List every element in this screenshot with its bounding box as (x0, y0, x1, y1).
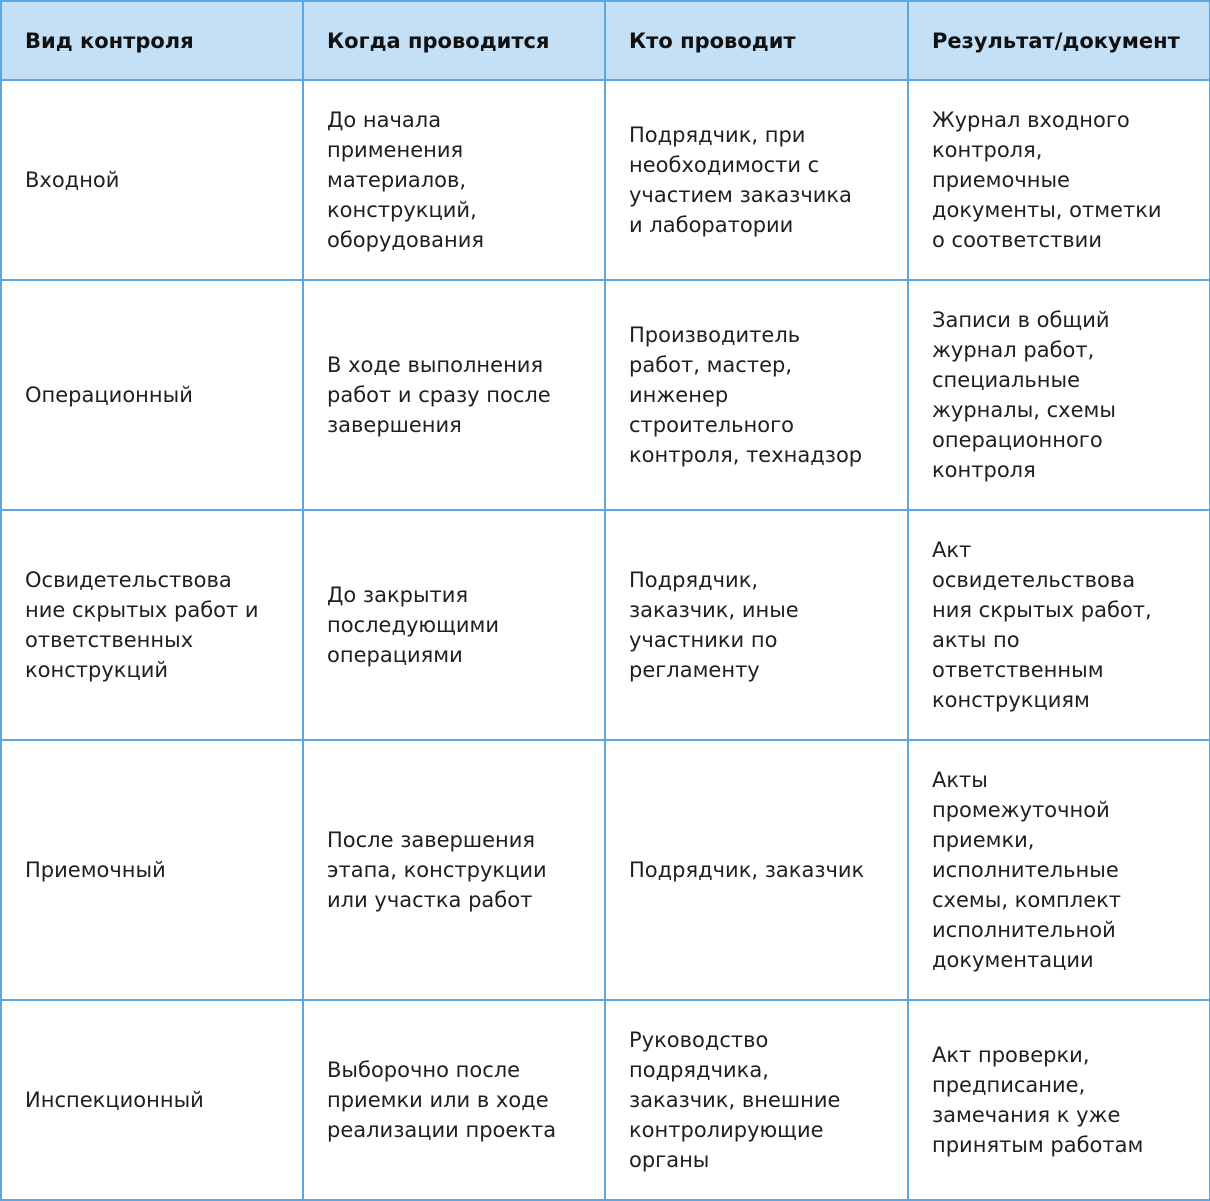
cell-result: Записи в общий журнал работ, специальные журналы, схемы операционного контроля (908, 280, 1210, 510)
header-row (1, 1, 1210, 80)
cell-result: Журнал входного контроля, приемочные документы, отметки о соответствии (908, 80, 1210, 280)
cell-when: Выборочно после приемки или в ходе реализации проекта (303, 1000, 605, 1200)
header-control-type: Вид контроля (1, 1, 303, 80)
table-row (1, 740, 1210, 1000)
table-row (1, 80, 1210, 280)
table-row (1, 1000, 1210, 1200)
table-body (1, 80, 1210, 1200)
table-row (1, 280, 1210, 510)
cell-control-type: Входной (1, 80, 303, 280)
cell-control-type: Приемочный (1, 740, 303, 1000)
header-result: Результат/документ (908, 1, 1210, 80)
cell-control-type: Операционный (1, 280, 303, 510)
table-row (1, 510, 1210, 740)
header-when: Когда проводится (303, 1, 605, 80)
cell-when: До закрытия последующими операциями (303, 510, 605, 740)
cell-result: Акт проверки, предписание, замечания к уже принятым работам (908, 1000, 1210, 1200)
cell-who: Подрядчик, заказчик, иные участники по регламенту (605, 510, 908, 740)
cell-who: Руководство подрядчика, заказчик, внешние контролирующие органы (605, 1000, 908, 1200)
cell-when: До начала применения материалов, конструкций, оборудования (303, 80, 605, 280)
cell-result: Акт освидетельствова ния скрытых работ, акты по ответственным конструкциям (908, 510, 1210, 740)
cell-when: После завершения этапа, конструкции или участка работ (303, 740, 605, 1000)
cell-result: Акты промежуточной приемки, исполнительные схемы, комплект исполнительной документации (908, 740, 1210, 1000)
table-header (1, 1, 1210, 80)
header-who: Кто проводит (605, 1, 908, 80)
cell-who: Подрядчик, при необходимости с участием заказчика и лаборатории (605, 80, 908, 280)
cell-who: Производитель работ, мастер, инженер строительного контроля, технадзор (605, 280, 908, 510)
cell-control-type: Освидетельствова ние скрытых работ и ответственных конструкций (1, 510, 303, 740)
cell-when: В ходе выполнения работ и сразу после завершения (303, 280, 605, 510)
cell-control-type: Инспекционный (1, 1000, 303, 1200)
cell-who: Подрядчик, заказчик (605, 740, 908, 1000)
